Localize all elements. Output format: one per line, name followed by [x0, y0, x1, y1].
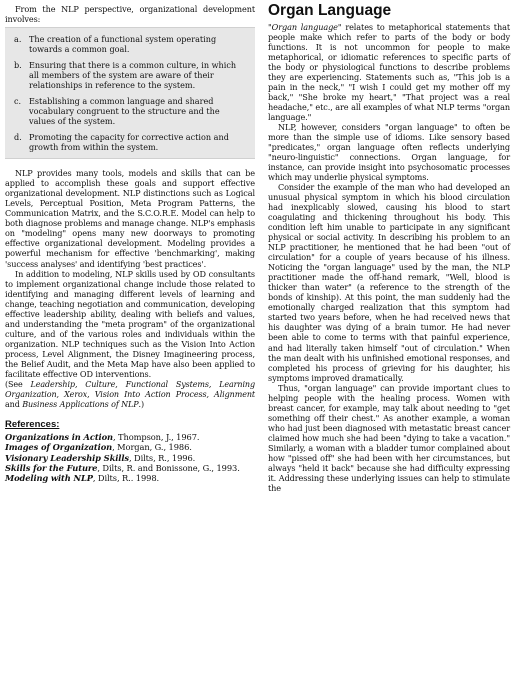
od-goals-list	[14, 34, 247, 153]
reference-title: Modeling with NLP	[5, 473, 93, 484]
list-marker: d.	[14, 132, 22, 143]
reference-title: Images of Organization	[5, 442, 113, 453]
defined-term: "Organ language"	[268, 22, 342, 32]
see-also-topic-last: Business Applications of NLP	[22, 400, 139, 410]
list-item-text: The creation of a functional system operating towards a common goal.	[29, 34, 217, 55]
reference-details: , Thompson, J., 1967.	[112, 432, 200, 443]
body-paragraph: NLP provides many tools, models and skills that can be applied to accomplish these goals and support effective organizational development. NLP distinctions such as Logical Levels, Perceptual Position, Meta Program Patterns, the Communication Matrix, and the S.C.O.R.E. Model can help to both diagnose problems and manage change. NLP's emphasis on "modeling" opens many new doorways to promoting effective organizational development. Modeling provides a powerful mechanism for effective 'benchmarking', making 'success analyses' and identifying 'best practices'.	[5, 168, 255, 269]
list-item	[14, 132, 247, 153]
reference-details: , Morgan, G., 1986.	[112, 442, 192, 453]
reference-title: Visionary Leadership Skills	[5, 452, 129, 463]
reference-item	[5, 473, 255, 483]
list-marker: b.	[14, 60, 22, 71]
body-paragraph	[268, 22, 510, 122]
reference-title: Skills for the Future	[5, 462, 98, 473]
see-also-close: .)	[138, 400, 144, 410]
see-also-note	[5, 380, 255, 410]
list-marker: c.	[14, 96, 22, 107]
body-paragraph: In addition to modeling, NLP skills used by OD consultants to implement organizational change include those related to identifying and managing different levels of learning and change, teaching negotiation and communication, developing effective leadership ability, dealing with beliefs and values, and understanding the "meta program" of the organizational culture, and of the various roles and individuals within the organization. NLP techniques such as the Vision Into Action process, Level Alignment, the Disney Imagineering process, the Belief Audit, and the Meta Map have also been applied to facilitate effective OD interventions.	[5, 268, 255, 380]
reference-details: , Dilts, R., 1996.	[128, 452, 196, 463]
body-paragraph: Consider the example of the man who had developed an unusual physical symptom in which his blood circulation had inexplicably slowed, causing his blood to start coagulating and thickening throughout his body. This condition left him unable to participate in any significant physical or social activity. In describing his problem to an NLP practitioner, he mentioned that he had been "out of circulation" for a couple of years because of his illness. Noticing the "organ language" used by the man, the NLP practitioner made the off-hand remark, "Well, blood is thicker than water" (a reference to the strength of the bonds of kinship). At this point, the man suddenly had the emotionally charged realization that this symptom had started two years before, when he had received news that his daughter was dying of a brain tumor. He had never been able to come to terms with that painful experience, and had literally taken himself "out of circulation." When the man dealt with his unfinished emotional responses, and completed his process of grieving for his daughter, his symptoms improved dramatically.	[268, 182, 510, 383]
list-item-text: Establishing a common language and shared vocabulary congruent to the structure and the values of the system.	[29, 96, 220, 127]
reference-item	[5, 442, 255, 452]
list-item	[14, 96, 247, 127]
reference-item	[5, 453, 255, 463]
reference-title: Organizations in Action	[5, 432, 113, 443]
see-also-open: (See	[5, 380, 31, 390]
reference-details: , Dilts, R. and Bonissone, G., 1993.	[97, 462, 240, 473]
intro-paragraph: From the NLP perspective, organizational development involves:	[5, 4, 255, 25]
list-marker: a.	[14, 34, 22, 45]
section-title: Organ Language	[268, 2, 392, 19]
body-paragraph: Thus, "organ language" can provide important clues to helping people with the healing process. Women with breast cancer, for example, may talk about needing to "get something off their chest." As another example, a woman who had just been diagnosed with metastatic breast cancer claimed how much she had been "dying to take a vacation." Similarly, a woman with a bladder tumor complained about how "pissed off" she had been with her circumstances, but always "held it back" because she had difficulty expressing it. Addressing these underlying issues can help to stimulate the	[268, 382, 510, 493]
reference-details: , Dilts, R.. 1998.	[92, 473, 160, 484]
reference-item	[5, 432, 255, 442]
list-item-text: Ensuring that there is a common culture, in which all members of the system are aware of their relationships in reference to the system.	[29, 60, 237, 91]
list-item	[14, 60, 247, 91]
left-column	[5, 4, 255, 484]
list-item-text: Promoting the capacity for corrective action and growth from within the system.	[29, 132, 229, 153]
reference-item	[5, 463, 255, 473]
od-goals-box	[5, 27, 255, 159]
body-paragraph: NLP, however, considers "organ language" to often be more than the simple use of idioms. Like sensory based "predicates," organ language often reflects underlying "neuro-linguistic" connections. Organ language, for instance, can provide insight into psychosomatic processes which may underlie physical symptoms.	[268, 122, 510, 183]
see-also-and: and	[5, 400, 23, 410]
definition-text: relates to metaphorical statements that people make which refer to parts of the body or body functions. It is not uncommon for people to make metaphorical, or idiomatic references to specific parts of the body or physiological functions to describe problems they are experiencing. Statements such as, "This job is a pain in the neck," "I wish I could get my mother off my back," "She broke my heart," "That project was a real headache," etc., are all examples of what NLP terms "organ language."	[268, 22, 511, 123]
references-heading: References:	[5, 419, 60, 431]
see-also-topics: Leadership, Culture, Functional Systems, Learning Organization, Xerox, Vision Into Action Process, Alignment	[5, 380, 255, 400]
list-item	[14, 34, 247, 55]
right-column	[268, 2, 510, 493]
references-list	[5, 432, 255, 483]
